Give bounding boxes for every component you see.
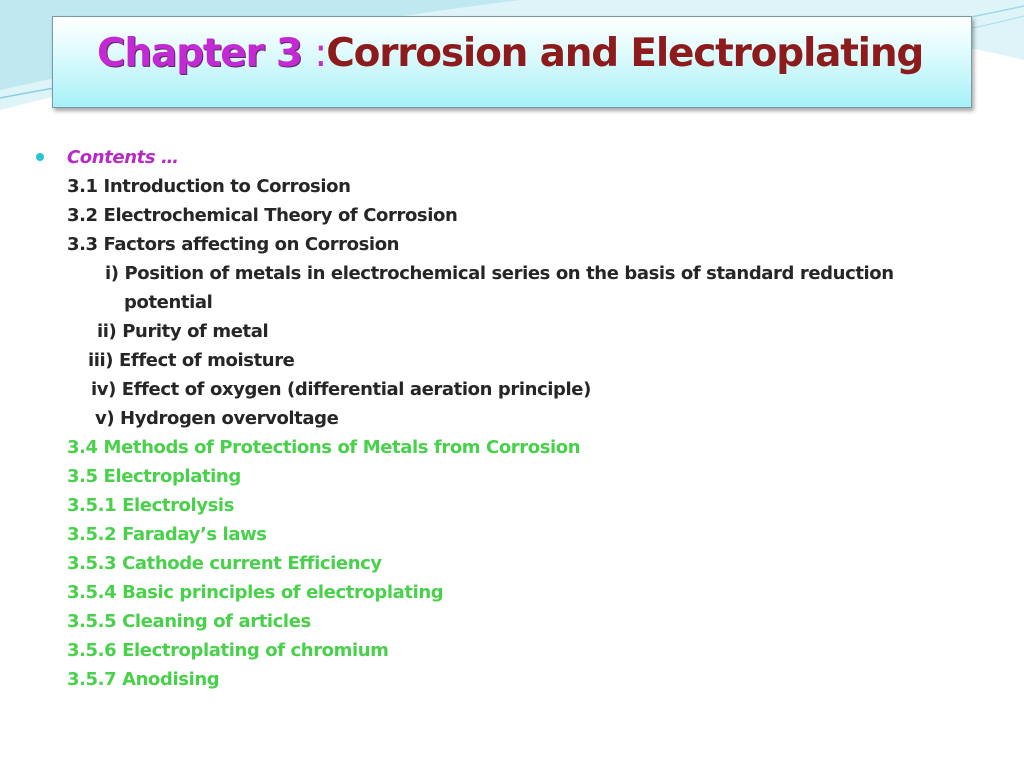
contents-heading: Contents … xyxy=(67,147,179,168)
title-separator: : xyxy=(314,31,327,76)
list-item: 3.3 Factors affecting on Corrosion xyxy=(67,234,400,255)
list-item: ii) Purity of metal xyxy=(97,321,269,342)
title-box xyxy=(52,16,972,108)
list-item: i) Position of metals in electrochemical series on the basis of standard reduction xyxy=(105,263,894,284)
list-item: 3.2 Electrochemical Theory of Corrosion xyxy=(67,205,458,226)
list-item: 3.5.4 Basic principles of electroplating xyxy=(67,582,444,603)
list-item: potential xyxy=(124,292,213,313)
list-item: 3.5.1 Electrolysis xyxy=(67,495,235,516)
chapter-title: Corrosion and Electroplating xyxy=(326,31,924,76)
bullet-icon xyxy=(36,153,44,161)
list-item: 3.1 Introduction to Corrosion xyxy=(67,176,351,197)
slide-title xyxy=(97,29,923,79)
list-item: 3.5 Electroplating xyxy=(67,466,241,487)
list-item: iii) Effect of moisture xyxy=(88,350,295,371)
list-item: 3.5.7 Anodising xyxy=(67,669,220,690)
list-item: 3.5.5 Cleaning of articles xyxy=(67,611,311,632)
list-item: 3.5.6 Electroplating of chromium xyxy=(67,640,389,661)
list-item: 3.5.2 Faraday’s laws xyxy=(67,524,267,545)
list-item: v) Hydrogen overvoltage xyxy=(95,408,339,429)
list-item: iv) Effect of oxygen (differential aeration principle) xyxy=(91,379,591,400)
list-item: 3.4 Methods of Protections of Metals from Corrosion xyxy=(67,437,581,458)
list-item: 3.5.3 Cathode current Efficiency xyxy=(67,553,382,574)
chapter-label: Chapter 3 xyxy=(97,31,302,76)
